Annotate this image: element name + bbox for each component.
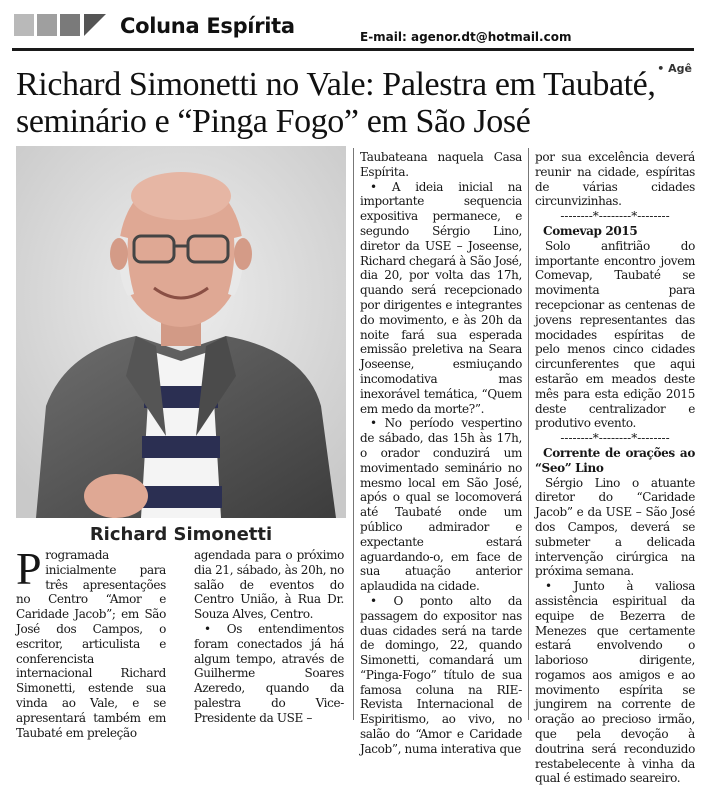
paragraph: por sua excelência deverá reunir na cidade, espíritas de várias cidades circunvizinhas. [535,150,695,209]
paragraph: • O ponto alto da passagem do expositor nas duas cidades será na tarde de domingo, 22, quando Simonetti, comandará um “Pinga-Fogo” título de sua famosa coluna na RIE- Revista Internacional de Espiritismo, ao vivo, no salão do “Amor e Caridade Jacob”, numa interativa que [360,593,522,756]
subheading: Corrente de orações ao “Seo” Lino [535,445,695,475]
header-bar [0,0,704,48]
paragraph: Sérgio Lino o atuante diretor do “Caridade Jacob” e da USE – São José dos Campos, deverá se submeter a delicada intervenção cirúrgica na próxima semana. [535,475,695,579]
decor-square [14,14,34,36]
photo-caption: Richard Simonetti [89,524,273,545]
paragraph: • A ideia inicial na importante sequencia expositiva permanece, e segundo Sérgio Lino, diretor da USE – Joseense, Richard chegará à São José, dia 20, por volta das 17h, quando será recepcionado por dirigentes e integrantes do movimento, e às 20h da noite fará sua esperada emissão preletiva na Seara Joseense, esmiuçando incomodativa mas inexorável temática, “Quem em medo da morte?”. [360,179,522,416]
text-column-1 [16,543,166,740]
text-column-2 [194,548,344,726]
portrait-illustration [16,146,346,518]
text-column-3 [360,150,522,757]
paragraph-text: rogramada inicialmente para três apresentações no Centro “Amor e Caridade Jacob”; em São José dos Campos, o escritor, articulista e conferencista internacional Richard Simonetti, estende sua vinda ao Vale, e se apresentará também em Taubaté em preleção [16,548,166,740]
paragraph: agendada para o próximo dia 21, sábado, às 20h, no salão de eventos do Centro União, à Rua Dr. Souza Alves, Centro. [194,548,344,622]
decor-square [60,14,80,36]
paragraph [16,543,166,740]
separator: --------*--------*-------- [560,209,670,224]
paragraph: • Os entendimentos foram conectados já há algum tempo, através de Guilherme Soares Azeredo, quando da palestra do Vice-Presidente da USE – [194,621,344,725]
column-email: E-mail: agenor.dt@hotmail.com [360,30,572,44]
author-tag: • Agê [657,62,692,75]
decor-wedge [84,14,106,36]
separator: --------*--------*-------- [560,431,670,446]
decor-square [37,14,57,36]
column-divider [528,148,529,720]
paragraph: • Junto à valiosa assistência espiritual da equipe de Bezerra de Menezes que certamente estará envolvendo o laborioso dirigente, rogamos aos amigos e ao movimento espírita se jungirem na corrente de oração ao precioso irmão, que pela devoção à doutrina será reconduzido restabelecente à vinha da qual é estimado seareiro. [535,579,695,786]
paragraph: Taubateana naquela Casa Espírita. [360,150,522,179]
column-divider [353,148,354,720]
subheading: Comevap 2015 [543,223,638,238]
header-rule [12,48,694,51]
text-column-4 [535,150,695,786]
drop-cap: P [16,543,42,594]
paragraph: Solo anfitrião do importante encontro jovem Comevap, Taubaté se movimenta para recepcionar as centenas de jovens representantes das mocidades espíritas de pelo menos cinco cidades circunferentes que aqui estarão em meados deste mês para esta edição 2015 deste centralizador e produtivo evento. [535,238,695,431]
article-title: Richard Simonetti no Vale: Palestra em Taubaté, seminário e “Pinga Fogo” em São José [16,66,656,140]
column-name: Coluna Espírita [120,14,295,38]
paragraph: • No período vespertino de sábado, das 15h às 17h, o orador conduzirá um movimentado seminário no mesmo local em São José, após o qual se locomoverá até Taubaté onde um público admirador e expectante estará aguardando-o, em face de sua atuação anterior aplaudida na cidade. [360,416,522,594]
author-photo [16,146,346,518]
